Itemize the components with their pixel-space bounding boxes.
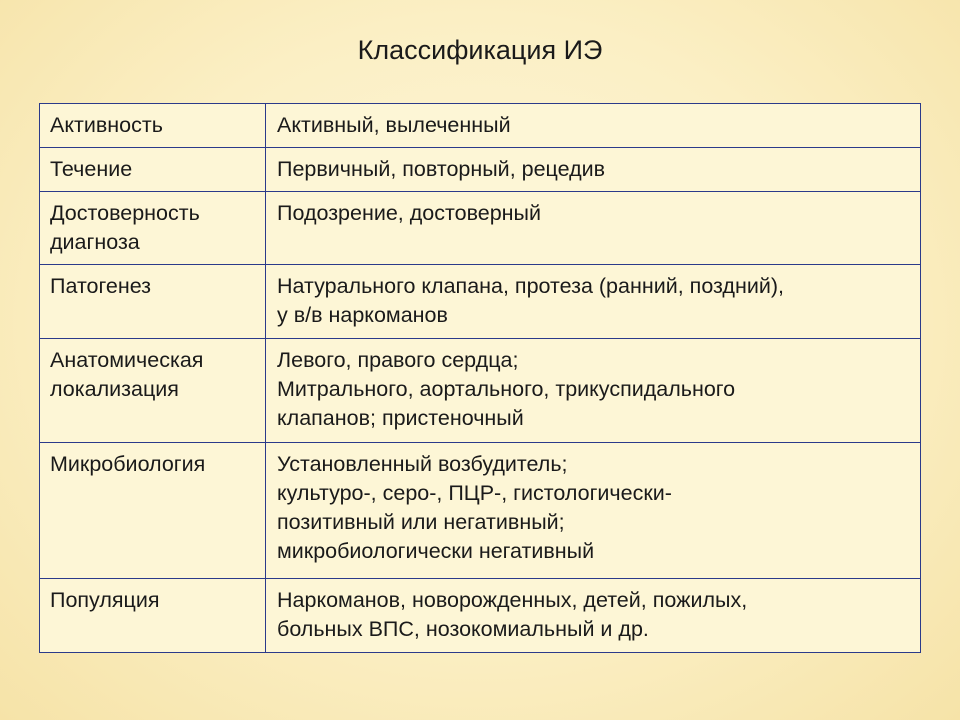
table-row-population [40, 579, 921, 653]
param-text: Патогенез [50, 274, 152, 298]
param-cell [40, 104, 266, 148]
value-text: клапанов; пристеночный [277, 406, 524, 430]
table-row-pathogenesis [40, 265, 921, 339]
table-row-course [40, 148, 921, 192]
value-text: микробиологически негативный [277, 539, 595, 563]
table-row-activity [40, 104, 921, 148]
value-text: позитивный или негативный; [277, 510, 565, 534]
values-cell [266, 148, 921, 192]
values-cell [266, 579, 921, 653]
values-cell [266, 192, 921, 265]
value-text: у в/в наркоманов [277, 303, 448, 327]
values-cell [266, 104, 921, 148]
classification-table [39, 103, 921, 653]
param-text: Микробиология [50, 452, 206, 476]
param-cell [40, 192, 266, 265]
slide-title: Классификация ИЭ [357, 35, 603, 65]
values-cell [266, 339, 921, 443]
table-row-anatomy [40, 339, 921, 443]
value-text: Наркоманов, новорожденных, детей, пожилых, [277, 588, 748, 612]
value-text: Первичный, повторный, рецедив [277, 157, 606, 181]
param-text: Анатомическая [50, 348, 204, 372]
value-text: Активный, вылеченный [277, 113, 511, 137]
param-cell [40, 265, 266, 339]
param-text: Популяция [50, 588, 160, 612]
table-row-certainty [40, 192, 921, 265]
param-cell [40, 579, 266, 653]
value-text: Подозрение, достоверный [277, 201, 542, 225]
param-text: диагноза [50, 230, 140, 254]
value-text: Митрального, аортального, трикуспидального [277, 377, 736, 401]
values-cell [266, 443, 921, 579]
value-text: Натурального клапана, протеза (ранний, поздний), [277, 274, 784, 298]
param-text: Активность [50, 113, 163, 137]
value-text: Установленный возбудитель; [277, 452, 568, 476]
table-row-microbiology [40, 443, 921, 579]
value-text: культуро-, серо-, ПЦР-, гистологически- [277, 481, 672, 505]
value-text: Левого, правого сердца; [277, 348, 519, 372]
param-cell [40, 148, 266, 192]
param-text: локализация [50, 377, 179, 401]
param-cell [40, 443, 266, 579]
param-text: Течение [50, 157, 133, 181]
value-text: больных ВПС, нозокомиальный и др. [277, 617, 649, 641]
param-text: Достоверность [50, 201, 200, 225]
param-cell [40, 339, 266, 443]
values-cell [266, 265, 921, 339]
